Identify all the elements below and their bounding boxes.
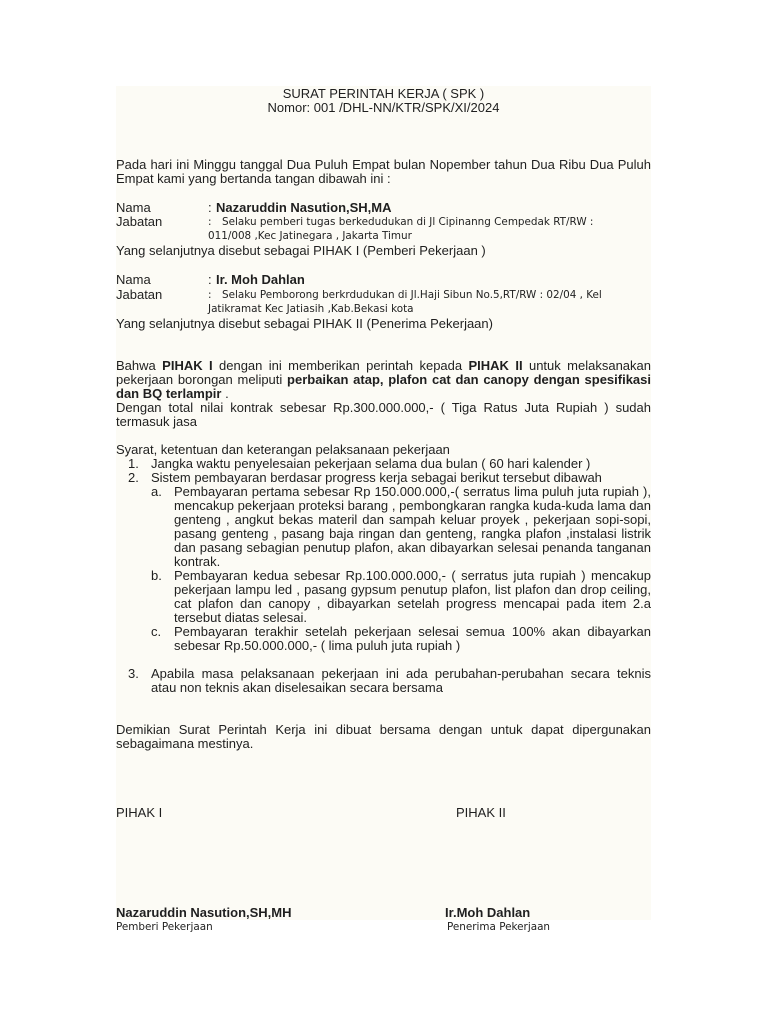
- intro-paragraph: Pada hari ini Minggu tanggal Dua Puluh Empat bulan Nopember tahun Dua Ribu Dua Puluh Empat kami yang bertanda tangan dibawah ini :: [116, 157, 651, 186]
- party1-position-colon: :: [208, 216, 212, 228]
- party1-name-label: Nama: [116, 200, 151, 215]
- party2-position-label: Jabatan: [116, 287, 163, 302]
- scope-text-e: untuk melaksanakan pekerjaan borongan meliputi: [116, 358, 651, 387]
- payment-c-letter: c.: [151, 624, 162, 639]
- scope-pihak2: PIHAK II: [468, 358, 523, 373]
- signature-right-label: PIHAK II: [456, 805, 506, 820]
- party1-designation: Yang selanjutnya disebut sebagai PIHAK I (Pemberi Pekerjaan ): [116, 243, 486, 258]
- payment-b-letter: b.: [151, 568, 162, 583]
- closing-paragraph: Demikian Surat Perintah Kerja ini dibuat bersama dengan untuk dapat dipergunakan sebagaimana mestinya.: [116, 722, 651, 751]
- signature-left-label: PIHAK I: [116, 805, 163, 820]
- payment-b-text: Pembayaran kedua sebesar Rp.100.000.000,- ( serratus juta rupiah ) mencakup pekerjaan lampu led , pasang gypsum penutup plafon, list plafon dan drop ceiling, cat plafon dan canopy , dibayarkan setelah progress mencapai pada item 2.a tersebut diatas selesai.: [174, 568, 651, 625]
- signature-right-name: Ir.Moh Dahlan: [445, 905, 531, 920]
- payment-a-text: Pembayaran pertama sebesar Rp 150.000.000,-( serratus lima puluh juta rupiah ), mencakup pekerjaan proteksi barang , pembongkaran rangka kuda-kuda lama dan genteng , angkut bekas materil dan sampah keluar proyek , pekerjaan sopi-sopi, pasang genteng , pasang baja ringan dan genteng, rangka plafon ,instalasi listrik dan pasang sebagian penutup plafon, akan dibayarkan selesai penanda tanganan kontrak.: [174, 484, 651, 569]
- party2-name: Ir. Moh Dahlan: [216, 272, 305, 287]
- scope-paragraph: [116, 359, 651, 401]
- party1-position-line1: Selaku pemberi tugas berkedudukan di Jl Cipinanng Cempedak RT/RW :: [222, 216, 594, 228]
- terms-heading: Syarat, ketentuan dan keterangan pelaksanaan pekerjaan: [116, 442, 450, 457]
- signature-left-name: Nazaruddin Nasution,SH,MH: [116, 905, 292, 920]
- payment-a-letter: a.: [151, 484, 162, 499]
- term-1-number: 1.: [128, 456, 139, 471]
- scope-pihak1: PIHAK I: [162, 358, 213, 373]
- party2-designation: Yang selanjutnya disebut sebagai PIHAK II (Penerima Pekerjaan): [116, 316, 493, 331]
- party1-name: Nazaruddin Nasution,SH,MA: [216, 200, 392, 215]
- scope-work-description: perbaikan atap, plafon cat dan canopy dengan spesifikasi dan BQ terlampir: [116, 372, 652, 401]
- term-3-text: Apabila masa pelaksanaan pekerjaan ini ada perubahan-perubahan secara teknis atau non teknis akan diselesaikan secara bersama: [151, 666, 651, 695]
- signature-left-role: Pemberi Pekerjaan: [116, 921, 213, 933]
- party2-position-colon: :: [208, 289, 212, 301]
- document-title: SURAT PERINTAH KERJA ( SPK ): [282, 86, 485, 101]
- contract-value-paragraph: Dengan total nilai kontrak sebesar Rp.300.000.000,- ( Tiga Ratus Juta Rupiah ) sudah termasuk jasa: [116, 400, 651, 429]
- term-2-number: 2.: [128, 470, 139, 485]
- party1-name-colon: :: [208, 200, 212, 215]
- scope-text-a: Bahwa: [116, 358, 163, 373]
- party1-position-line2: 011/008 ,Kec Jatinegara , Jakarta Timur: [208, 230, 412, 242]
- signature-right-role: Penerima Pekerjaan: [447, 921, 551, 933]
- party2-name-label: Nama: [116, 272, 151, 287]
- party1-position-label: Jabatan: [116, 214, 163, 229]
- scope-text-c: dengan ini memberikan perintah kepada: [212, 358, 469, 373]
- party2-position-line2: Jatikramat Kec Jatiasih ,Kab.Bekasi kota: [208, 303, 414, 315]
- term-1-text: Jangka waktu penyelesaian pekerjaan selama dua bulan ( 60 hari kalender ): [151, 456, 591, 471]
- term-2-text: Sistem pembayaran berdasar progress kerja sebagai berikut tersebut dibawah: [151, 470, 602, 485]
- document-number: Nomor: 001 /DHL-NN/KTR/SPK/XI/2024: [267, 100, 500, 115]
- payment-c-text: Pembayaran terakhir setelah pekerjaan selesai semua 100% akan dibayarkan sebesar Rp.50.000.000,- ( lima puluh juta rupiah ): [174, 624, 651, 653]
- scope-text-g: .: [221, 386, 229, 401]
- party2-name-colon: :: [208, 272, 212, 287]
- party2-position-line1: Selaku Pemborong berkrdudukan di Jl.Haji Sibun No.5,RT/RW : 02/04 , Kel: [222, 289, 602, 301]
- term-3-number: 3.: [128, 666, 139, 681]
